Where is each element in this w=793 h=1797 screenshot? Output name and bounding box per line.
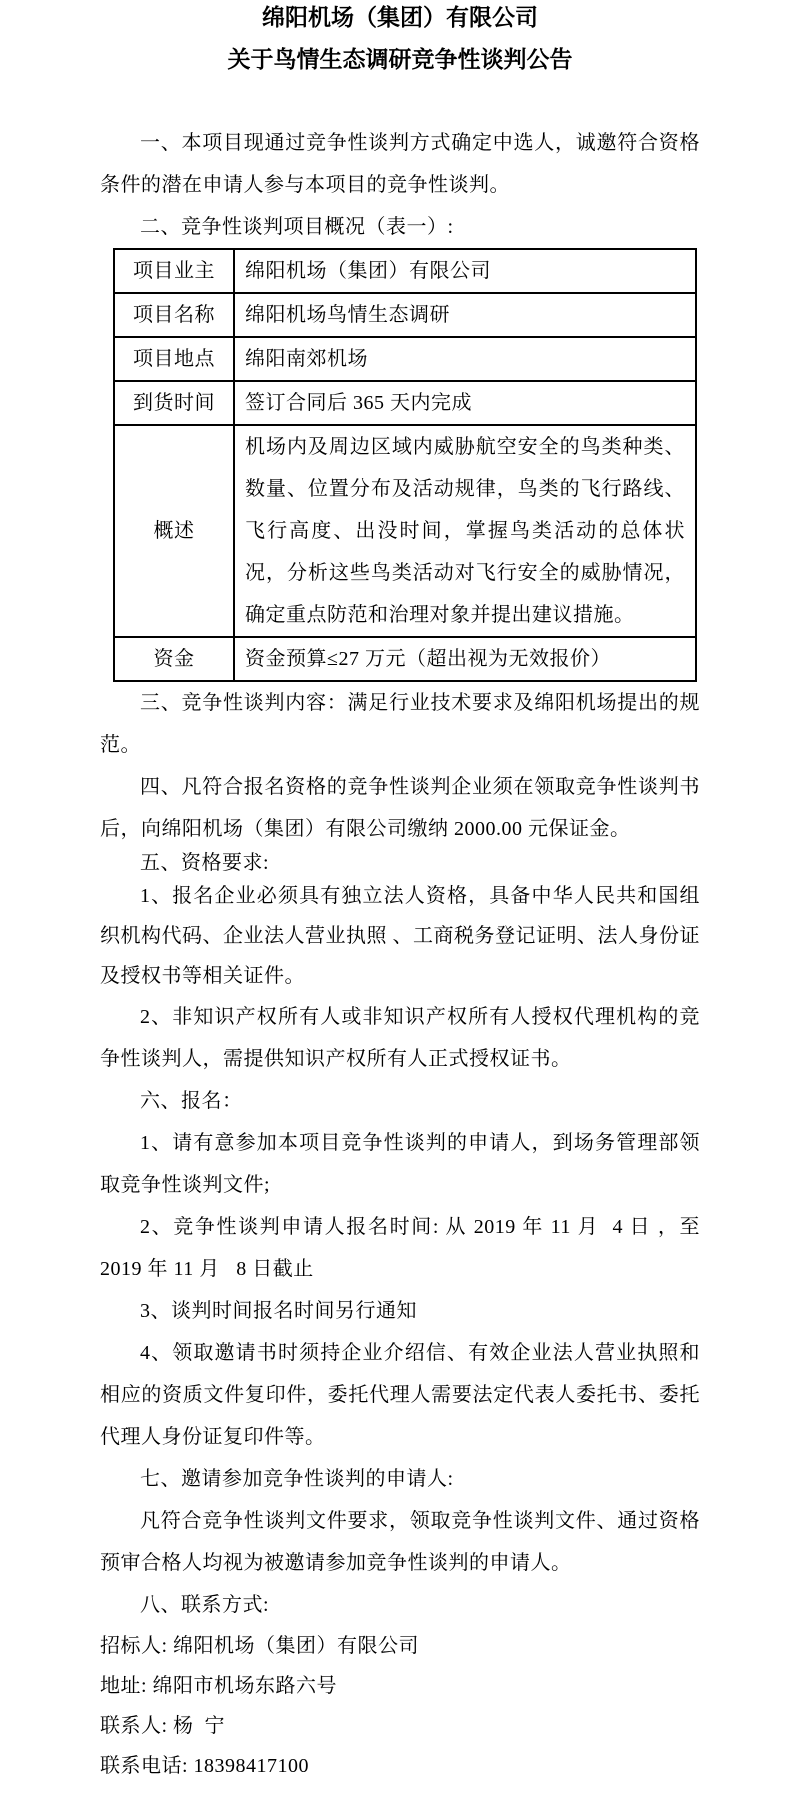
- contact-phone: 联系电话: 18398417100: [100, 1755, 310, 1777]
- row-label: 项目名称: [114, 293, 234, 337]
- section-8-heading: 八、联系方式:: [140, 1594, 270, 1616]
- row-label: 到货时间: [114, 381, 234, 425]
- row-value: 签订合同后 365 天内完成: [234, 381, 696, 425]
- section-1-paragraph: 一、本项目现通过竞争性谈判方式确定中选人，诚邀符合资格条件的潜在申请人参与本项目的竞争性谈判。: [100, 132, 700, 196]
- section-7-heading: 七、邀请参加竞争性谈判的申请人:: [140, 1468, 454, 1490]
- table-row-location: [114, 337, 696, 381]
- row-value: 机场内及周边区域内威胁航空安全的鸟类种类、数量、位置分布及活动规律，鸟类的飞行路线、飞行高度、出没时间，掌握鸟类活动的总体状况，分析这些鸟类活动对飞行安全的威胁情况，确定重点防范和治理对象并提出建议措施。: [234, 425, 696, 637]
- row-value: 资金预算≤27 万元（超出视为无效报价）: [234, 637, 696, 681]
- table-row-budget: [114, 637, 696, 681]
- section-5-item-1: 1、报名企业必须具有独立法人资格，具备中华人民共和国组织机构代码、企业法人营业执照 、工商税务登记证明、法人身份证及授权书等相关证件。: [100, 885, 700, 987]
- row-label: 概述: [114, 425, 234, 637]
- project-overview-table: [113, 248, 697, 682]
- section-3-paragraph: 三、竞争性谈判内容：满足行业技术要求及绵阳机场提出的规范。: [100, 692, 700, 756]
- table-row-delivery-time: [114, 381, 696, 425]
- row-label: 项目地点: [114, 337, 234, 381]
- contact-block: [100, 1626, 700, 1786]
- section-6-item-1: 1、请有意参加本项目竞争性谈判的申请人，到场务管理部领取竞争性谈判文件;: [100, 1132, 700, 1196]
- contact-address: 地址: 绵阳市机场东路六号: [100, 1675, 338, 1697]
- row-label: 资金: [114, 637, 234, 681]
- section-6-item-4: 4、领取邀请书时须持企业介绍信、有效企业法人营业执照和相应的资质文件复印件，委托代理人需要法定代表人委托书、委托代理人身份证复印件等。: [100, 1342, 700, 1448]
- section-5-heading: 五、资格要求:: [140, 852, 270, 874]
- table-row-overview: [114, 425, 696, 637]
- section-5-item-2: 2、非知识产权所有人或非知识产权所有人授权代理机构的竞争性谈判人，需提供知识产权所有人正式授权证书。: [100, 1006, 700, 1070]
- doc-title: 绵阳机场（集团）有限公司: [262, 5, 538, 30]
- doc-subtitle: 关于鸟情生态调研竞争性谈判公告: [227, 47, 573, 72]
- row-value: 绵阳南郊机场: [234, 337, 696, 381]
- row-value: 绵阳机场（集团）有限公司: [234, 249, 696, 293]
- header-spacer: [100, 74, 700, 122]
- section-4-paragraph: 四、凡符合报名资格的竞争性谈判企业须在领取竞争性谈判书后，向绵阳机场（集团）有限公司缴纳 2000.00 元保证金。: [100, 776, 700, 840]
- section-6-item-3: 3、谈判时间报名时间另行通知: [140, 1300, 417, 1322]
- table-row-name: [114, 293, 696, 337]
- section-6-heading: 六、报名：: [140, 1090, 243, 1112]
- contact-person: 联系人: 杨 宁: [100, 1715, 226, 1737]
- section-6-item-2: 2、竞争性谈判申请人报名时间: 从 2019 年 11 月 4 日 ，至 2019 年 11 月 8 日截止: [100, 1216, 706, 1280]
- section-2-heading: 二、竞争性谈判项目概况（表一）:: [140, 216, 454, 238]
- table-row-owner: [114, 249, 696, 293]
- row-value: 绵阳机场鸟情生态调研: [234, 293, 696, 337]
- contact-bidder: 招标人: 绵阳机场（集团）有限公司: [100, 1635, 420, 1657]
- row-label: 项目业主: [114, 249, 234, 293]
- section-7-paragraph: 凡符合竞争性谈判文件要求，领取竞争性谈判文件、通过资格预审合格人均视为被邀请参加竞争性谈判的申请人。: [100, 1510, 700, 1574]
